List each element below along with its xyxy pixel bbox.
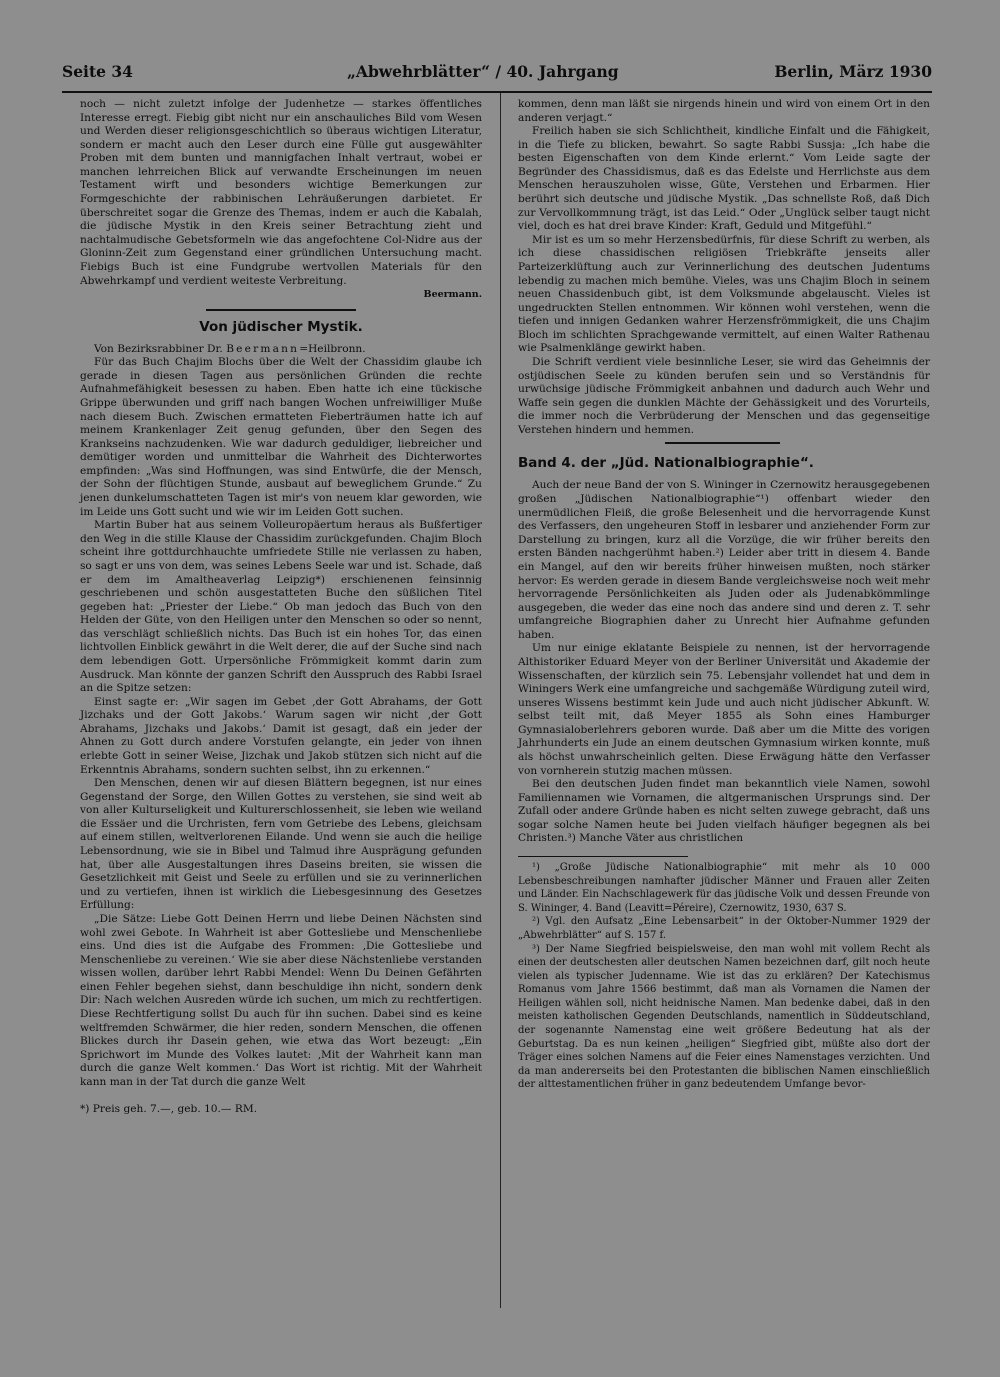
paragraph: Mir ist es um so mehr Herzensbedürfnis, für diese Schrift zu werben, als ich diese chassidischen religiösen Triebkräfte jenseits aller Parteizerklüftung auch zur Verinnerlichung des deutschen Judentums lebendig zu machen mich bemühe. Vieles, was uns Chajim Bloch in seinem neuen Chassidenbuch gibt, ist dem Volksmunde abgelauscht. Vieles ist ungedruckten Stellen entnommen. Wir können wohl verstehen, wenn die tiefen und innigen Gedanken wahrer Herzensfrömmigkeit, die uns Chajim Bloch im schlichten Sprachgewande vermittelt, auf einen Walter Rathenau wie Psalmenklänge gewirkt haben. xyxy=(518,233,930,355)
paragraph: Für das Buch Chajim Blochs über die Welt der Chassidim glaube ich gerade in diesen Tagen aus persönlichen Gründen die rechte Aufnahmefähigkeit besessen zu haben. Eben hatte ich eine tückische Grippe überwunden und griff nach bangen Wochen unfreiwilliger Muße nach diesem Buch. Zwischen ermatteten Fieberträumen hatte ich auf meinem Krankenlager Zeit genug gefunden, über den Segen des Krankseins nachzudenken. Wie war dadurch geduldiger, liebreicher und demütiger worden und unmittelbar die Wahrheit des Dichterwortes empfinden: „Was sind Hoffnungen, was sind Entwürfe, die der Mensch, der Sohn der flüchtigen Stunde, ausbaut auf beweglichem Grunde.“ Zu jenen dunkelumschatteten Tagen ist mir's von neuem klar geworden, wie im Leide uns Gott sucht und wie wir im Leiden Gott suchen. xyxy=(80,356,482,518)
column-divider xyxy=(500,93,501,1308)
page-header xyxy=(62,62,932,86)
paragraph: kommen, denn man läßt sie nirgends hinein und wird von einem Ort in den anderen verjagt.“ xyxy=(518,98,930,124)
paragraph: Die Schrift verdient viele besinnliche Leser, sie wird das Geheimnis der ostjüdischen Seele zu künden berufen sein und so Verständnis für urwüchsige jüdische Frömmigkeit anbahnen und dadurch auch Wehr und Waffe sein gegen die dunklen Mächte der Gehässigkeit und des Vorurteils, die immer noch die Verbrüderung der Menschen und das gegenseitige Verstehen hindern und hemmen. xyxy=(518,355,930,436)
section-divider xyxy=(206,309,356,311)
paragraph: Martin Buber hat aus seinem Volleuropäertum heraus als Bußfertiger den Weg in die stille Klause der Chassidim zurückgefunden. Chajim Bloch scheint ihre gottdurchhauchte umfriedete Stille nie verlassen zu haben, so sagt er uns von dem, was seines Lebens Seele war und ist. Schade, daß er dem im Amaltheaverlag Leipzig*) erschienenen feinsinnig geschriebenen und schön ausgestatteten Buche den süßlichen Titel gegeben hat: „Priester der Liebe.“ Ob man jedoch das Buch von den Helden der Güte, von den Heiligen unter den Menschen so oder so nennt, das verschlägt schließlich nichts. Das Buch ist ein hohes Tor, das einen lichtvollen Einblick gewährt in die Welt derer, die auf der Suche sind nach dem lebendigen Gott. Urpersönliche Frömmigkeit kommt darin zum Ausdruck. Man könnte der ganzen Schrift den Ausspruch des Rabbi Israel an die Spitze setzen: xyxy=(80,519,482,695)
paragraph: Einst sagte er: „Wir sagen im Gebet ‚der Gott Abrahams, der Gott Jizchaks und der Gott Jakobs.‘ Warum sagen wir nicht ‚der Gott Abrahams, Jizchaks und Jakobs.‘ Damit ist gesagt, daß ein jeder der Ahnen zu Gott durch andere Vorstufen gelangte, ein jeder von ihnen erlebte Gott in seiner Weise, Jizchak und Jakob stützen sich nicht auf die Erkenntnis Abrahams, sondern suchten selbst, ihn zu erkennen.“ xyxy=(80,695,482,776)
header-rule xyxy=(62,91,932,93)
right-column xyxy=(518,98,930,1092)
publication-title: „Abwehrblätter“ / 40. Jahrgang xyxy=(347,62,619,81)
left-column xyxy=(80,98,482,1117)
footnote: *) Preis geh. 7.—, geb. 10.— RM. xyxy=(80,1103,258,1116)
paragraph: Bei den deutschen Juden findet man bekanntlich viele Namen, sowohl Familiennamen wie Vornamen, die altgermanischen Ursprungs sind. Der Zufall oder andere Gründe haben es nicht selten zuwege gebracht, daß uns sogar solche Namen heute bei Juden vielfach häufiger begegnen als bei Christen.³) Manche Väter aus christlichen xyxy=(518,778,930,845)
article-title-mystik: Von jüdischer Mystik. xyxy=(199,318,363,335)
footnote-rule xyxy=(518,856,688,857)
paragraph: Freilich haben sie sich Schlichtheit, kindliche Einfalt und die Fähigkeit, in die Tiefe zu blicken, bewahrt. So sagte Rabbi Sussja: „Ich habe die besten Eigenschaften von dem Kinde erlernt.“ Vom Leide sagte der Begründer des Chassidismus, daß es das Edelste und Herrlichste aus dem Menschen herauszuholen wisse, Güte, Verstehen und Erbarmen. Hier berührt sich deutsche und jüdische Mystik. „Das schnellste Roß, daß Dich zur Vervollkommnung trägt, ist das Leid.“ Oder „Unglück selber taugt nicht viel, doch es hat drei brave Kinder: Kraft, Geduld und Mitgefühl.“ xyxy=(518,125,930,233)
paragraph: „Die Sätze: Liebe Gott Deinen Herrn und liebe Deinen Nächsten sind wohl zwei Gebote. In Wahrheit ist aber Gottesliebe und Menschenliebe eins. Und dies ist die Aufgabe des Frommen: ‚Die Gottesliebe und Menschenliebe zu vereinen.‘ Wie sie aber diese Nächstenliebe verstanden wissen wollen, darüber lehrt Rabbi Mendel: Wenn Du Deinen Gefährten einen Fehler begehen siehst, dann beschuldige ihn nicht, sondern denk Dir: Nach welchen Ausreden würde ich suchen, um mich zu rechtfertigen. Diese Rechtfertigung sollst Du auch für ihn suchen. Dabei sind es keine weltfremden Schwärmer, die hier reden, sondern Menschen, die offenen Blickes durch ihr Dasein gehen, wie etwa das Wort bezeugt: „Ein Sprichwort im Munde des Volkes lautet: ‚Mit der Wahrheit kann man durch die ganze Welt kommen.‘ Das Wort ist richtig. Mit der Wahrheit kann man in der Tat durch die ganze Welt xyxy=(80,912,482,1088)
section-divider xyxy=(665,442,780,444)
paragraph: Um nur einige eklatante Beispiele zu nennen, ist der hervorragende Althistoriker Eduard Meyer von der Berliner Universität und Akademie der Wissenschaften, der kürzlich sein 75. Lebensjahr vollendet hat und dem in Winingers Werk eine umfangreiche und sachgemäße Würdigung zuteil wird, unseres Wissens bestimmt kein Jude und auch nicht jüdischer Abkunft. W. selbst teilt mit, daß Meyer 1855 als Sohn eines Hamburger Gymnasialoberlehrers geboren wurde. Daß aber um die Mitte des vorigen Jahrhunderts ein Jude an einem deutschen Gymnasium wirken konnte, muß als höchst unwahrscheinlich gelten. Diese Erwägung hätte den Verfasser von vornherein stutzig machen müssen. xyxy=(518,642,930,777)
page-number: Seite 34 xyxy=(62,62,133,81)
review-continuation: noch — nicht zuletzt infolge der Judenhetze — starkes öffentliches Interesse erregt. Fiebig gibt nicht nur ein anschauliches Bild vom Wesen und Werden dieser religionsgeschichtlich so überaus wichtigen Literatur, sondern er macht auch den Leser durch eine Fülle gut ausgewählter Proben mit dem bunten und mannigfachen Inhalt vertraut, wobei er manchen lehrreichen Blick auf verwandte Erscheinungen im neuen Testament wirft und besonders wichtige Bemerkungen zur Formgeschichte der rabbinischen Lehräußerungen darbietet. Er überschreitet sogar die Grenze des Themas, indem er auch die Kabalah, die jüdische Mystik in den Kreis seiner Betrachtung zieht und nachtalmudische Gebetsformeln wie das angefochtene Col-Nidre aus der Gloninn-Zeit zum Gegenstand einer gründlichen Untersuchung macht. Fiebigs Buch ist eine Fundgrube wertvollen Materials für den Abwehrkampf und verdient weiteste Verbreitung. xyxy=(80,98,482,287)
footnote: ²) Vgl. den Aufsatz „Eine Lebensarbeit“ in der Oktober-Nummer 1929 der „Abwehrblätter“ auf S. 157 f. xyxy=(518,916,930,941)
paragraph: Den Menschen, denen wir auf diesen Blättern begegnen, ist nur eines Gegenstand der Sorge, den Willen Gottes zu verstehen, sie sind weit ab von aller Kulturseligkeit und Kulturerschlossenheit, sie leben wie weiland die Essäer und die Urchristen, fern vom Getriebe des Lebens, gleichsam auf einem stillen, weltverlorenen Eilande. Und wenn sie auch die heilige Lebensordnung, wie sie in Bibel und Talmud ihre Ausprägung gefunden hat, über alle Ausgestaltungen ihres Daseins breiten, sie wissen die Gesetzlichkeit mit Geist und Seele zu erfüllen und sie zu verinnerlichen und zu vertiefen, ihnen ist wirklich die Liebesgesinnung des Gesetzes Erfüllung: xyxy=(80,777,482,912)
article-author: Von Bezirksrabbiner Dr. Beermann=Heilbronn. xyxy=(94,342,366,355)
footnote: ¹) „Große Jüdische Nationalbiographie“ mit mehr als 10 000 Lebensbeschreibungen namhafter jüdischer Männer und Frauen aller Zeiten und Länder. Ein Nachschlagewerk für das jüdische Volk und dessen Freunde von S. Wininger, 4. Band (Leavitt=Péreire), Czernowitz, 1930, 637 S. xyxy=(518,862,930,914)
paragraph: Auch der neue Band der von S. Wininger in Czernowitz herausgegebenen großen „Jüdischen Nationalbiographie“¹) offenbart wieder den unermüdlichen Fleiß, die große Belesenheit und die hervorragende Kunst des Verfassers, den ungeheuren Stoff in lesbarer und anziehender Form zur Darstellung zu bringen, kurz all die Vorzüge, die wir früher bereits den ersten Bänden nachgerühmt haben.²) Leider aber tritt in diesem 4. Bande ein Mangel, auf den wir bereits früher hinweisen mußten, noch stärker hervor: Es werden gerade in diesem Bande vergleichsweise noch weit mehr hervorragende Persönlichkeiten als Juden oder als Judenabkömmlinge ausgegeben, die weder das eine noch das andere sind und deren z. T. sehr umfangreiche Biographien daher zu Unrecht hier Aufnahme gefunden haben. xyxy=(518,479,930,641)
footnote: ³) Der Name Siegfried beispielsweise, den man wohl mit vollem Recht als einen der deutschesten aller deutschen Namen bezeichnen darf, gilt noch heute vielen als typischer Judenname. Wie ist das zu erklären? Der Katechismus Romanus vom Jahre 1566 bestimmt, daß man als Vornamen die Namen der Heiligen wählen soll, nicht heidnische Namen. Man bedenke dabei, daß in den meisten katholischen Gegenden Deutschlands, namentlich in Süddeutschland, der sogenannte Namenstag eine weit größere Bedeutung hat als der Geburtstag. Da es nun keinen „heiligen“ Siegfried gibt, müßte also dort der Träger eines solchen Namens auf die Feier eines Namenstages verzichten. Und da man andererseits bei den Protestanten die biblischen Namen einschließlich der alttestamentlichen früher in ganz bedeutendem Umfange bevor- xyxy=(518,943,930,1091)
place-date: Berlin, März 1930 xyxy=(774,62,932,81)
review-signature: Beermann. xyxy=(423,289,482,301)
article-title-nationalbiographie: Band 4. der „Jüd. Nationalbiographie“. xyxy=(518,455,814,472)
